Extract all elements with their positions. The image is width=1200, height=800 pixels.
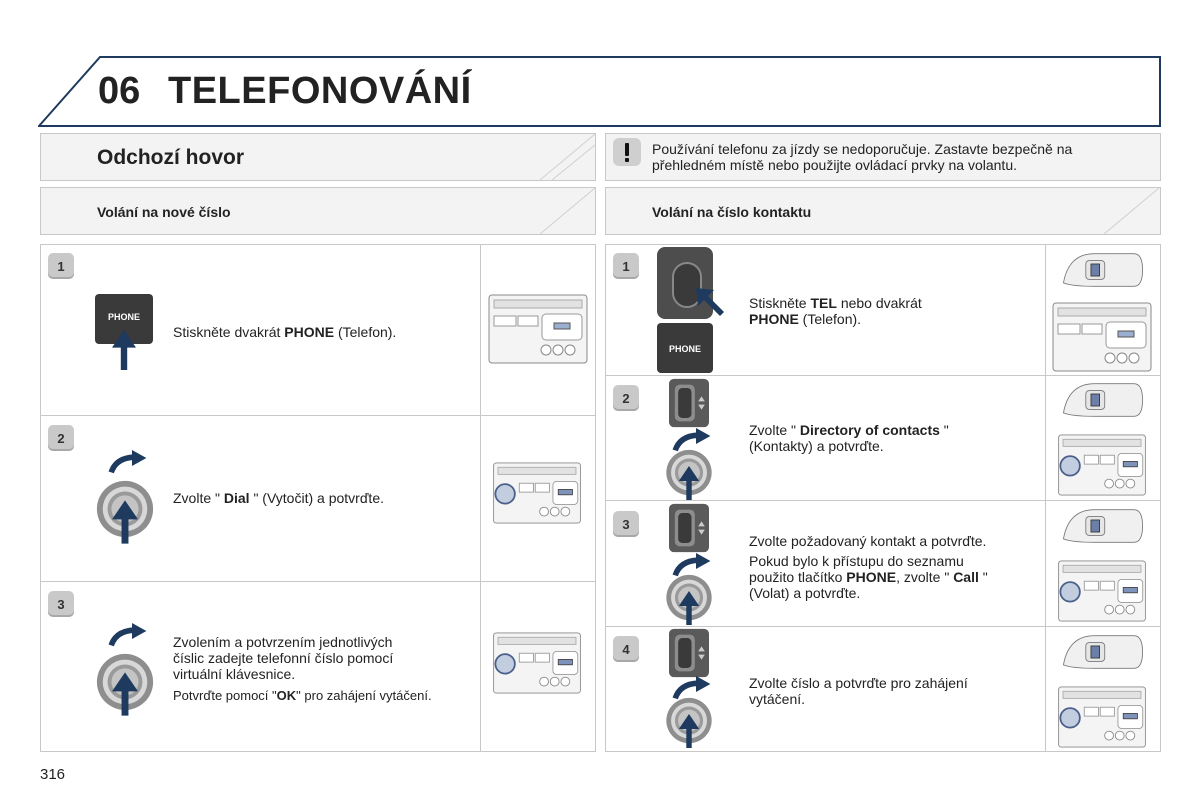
left-step1-text: Stiskněte dvakrát PHONE (Telefon). bbox=[173, 324, 397, 340]
up-arrow-icon bbox=[111, 330, 137, 370]
step-number-badge: 2 bbox=[613, 385, 639, 411]
step-number-badge: 3 bbox=[613, 511, 639, 537]
row-divider bbox=[40, 581, 596, 582]
right-subtitle: Volání na číslo kontaktu bbox=[652, 204, 812, 220]
right-step2-line1: Zvolte " Directory of contacts " bbox=[749, 422, 949, 438]
radio-unit-illustration bbox=[488, 294, 588, 364]
row-divider bbox=[605, 375, 1161, 376]
chapter-title: TELEFONOVÁNÍ bbox=[168, 70, 472, 112]
steering-stalk-illustration bbox=[1060, 378, 1146, 422]
right-step2-line2: (Kontakty) a potvrďte. bbox=[749, 438, 884, 454]
right-step3-line1: Zvolte požadovaný kontakt a potvrďte. bbox=[749, 533, 987, 549]
right-step1-line1: Stiskněte TEL nebo dvakrát bbox=[749, 295, 922, 311]
chapter-number: 06 bbox=[98, 70, 141, 112]
right-step3-line2: Pokud bylo k přístupu do seznamu bbox=[749, 553, 964, 569]
up-arrow-icon bbox=[112, 500, 138, 544]
pointer-arrow-icon bbox=[694, 286, 726, 318]
warning-icon bbox=[612, 137, 642, 167]
band-diagonal-decoration bbox=[540, 187, 596, 235]
right-step4-line2: vytáčení. bbox=[749, 691, 806, 707]
left-step3-line2: číslic zadejte telefonní číslo pomocí bbox=[173, 650, 394, 666]
radio-unit-illustration bbox=[1048, 434, 1156, 496]
rotate-arrow-icon bbox=[108, 622, 148, 648]
warning-text-line2: přehledném místě nebo použijte ovládací prvky na volantu. bbox=[652, 157, 1017, 173]
radio-unit-illustration bbox=[1052, 302, 1152, 372]
left-subtitle: Volání na nové číslo bbox=[97, 204, 231, 220]
up-arrow-icon bbox=[678, 714, 700, 748]
step-number-badge: 4 bbox=[613, 636, 639, 662]
right-step4-line1: Zvolte číslo a potvrďte pro zahájení bbox=[749, 675, 968, 691]
right-panel-divider bbox=[1045, 244, 1046, 752]
thumbwheel-icon bbox=[664, 503, 714, 553]
warning-text-line1: Používání telefonu za jízdy se nedoporučuje. Zastavte bezpečně na bbox=[652, 141, 1073, 157]
radio-unit-illustration bbox=[484, 462, 590, 524]
up-arrow-icon bbox=[678, 466, 700, 500]
left-panel-divider bbox=[480, 244, 481, 752]
radio-unit-illustration bbox=[1048, 686, 1156, 748]
steering-stalk-illustration bbox=[1060, 248, 1146, 292]
phone-button-label: PHONE bbox=[668, 344, 701, 354]
thumbwheel-icon bbox=[664, 628, 714, 678]
right-step3-line3: použito tlačítko PHONE, zvolte " Call " bbox=[749, 569, 988, 585]
left-step3-note: Potvrďte pomocí "OK" pro zahájení vytáčení. bbox=[173, 688, 432, 703]
up-arrow-icon bbox=[678, 591, 700, 625]
radio-unit-illustration bbox=[1048, 560, 1156, 622]
rotate-arrow-icon bbox=[108, 449, 148, 475]
step-number-badge: 1 bbox=[48, 253, 74, 279]
right-step3-line4: (Volat) a potvrďte. bbox=[749, 585, 861, 601]
phone-button-label: PHONE bbox=[107, 312, 140, 322]
page-number: 316 bbox=[40, 766, 66, 783]
right-step1-line2: PHONE (Telefon). bbox=[749, 311, 862, 327]
section-title: Odchozí hovor bbox=[97, 146, 244, 169]
band-diagonal-decoration bbox=[1104, 187, 1160, 235]
up-arrow-icon bbox=[112, 672, 138, 716]
thumbwheel-icon bbox=[664, 378, 714, 428]
left-step3-line1: Zvolením a potvrzením jednotlivých bbox=[173, 634, 393, 650]
step-number-badge: 3 bbox=[48, 591, 74, 617]
left-step2-text: Zvolte " Dial " (Vytočit) a potvrďte. bbox=[173, 490, 384, 506]
band-diagonal-decoration bbox=[540, 133, 596, 181]
left-step3-line3: virtuální klávesnice. bbox=[173, 666, 296, 682]
radio-unit-illustration bbox=[484, 632, 590, 694]
steering-stalk-illustration bbox=[1060, 504, 1146, 548]
row-divider bbox=[40, 415, 596, 416]
row-divider bbox=[605, 500, 1161, 501]
row-divider bbox=[605, 626, 1161, 627]
steering-stalk-illustration bbox=[1060, 630, 1146, 674]
step-number-badge: 2 bbox=[48, 425, 74, 451]
step-number-badge: 1 bbox=[613, 253, 639, 279]
